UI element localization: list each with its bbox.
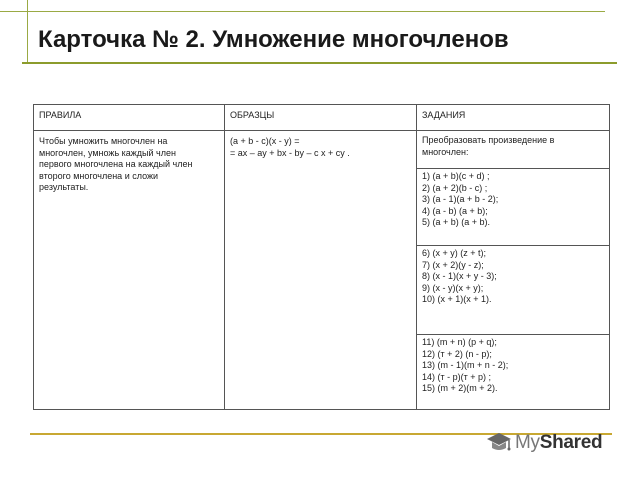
task-title-line: многочлен:	[422, 146, 469, 157]
title-underline	[22, 62, 617, 64]
myshared-logo[interactable]	[486, 430, 602, 456]
mortarboard-icon	[486, 431, 512, 455]
task-item: 2) (a + 2)(b - c) ;	[422, 182, 488, 193]
example-cell	[225, 131, 417, 410]
task-item: 13) (m - 1)(m + n - 2);	[422, 360, 509, 370]
logo-text	[515, 432, 602, 454]
top-decor-line	[0, 11, 605, 12]
page-title: Карточка № 2. Умножение многочленов	[38, 26, 509, 53]
task-item: 10) (x + 1)(x + 1).	[422, 294, 492, 304]
left-decor-line	[27, 0, 28, 62]
rule-line: первого многочлена на каждый член	[39, 159, 193, 169]
task-item: 9) (x - y)(x + y);	[422, 282, 484, 293]
task-item: 8) (x - 1)(x + y - 3);	[422, 271, 497, 281]
example-line: = ax – ay + bx - by – c x + cy .	[230, 147, 350, 158]
task-item: 3) (a - 1)(a + b - 2);	[422, 194, 499, 204]
example-line: (a + b - c)(x - y) =	[230, 136, 300, 146]
content-row-1	[34, 131, 610, 169]
logo-text-bold: Shared	[539, 432, 603, 453]
rule-line: многочлен, умножь каждый член	[39, 147, 176, 158]
header-tasks: ЗАДАНИЯ	[417, 105, 610, 131]
header-rules: ПРАВИЛА	[34, 105, 225, 131]
task-group-2	[417, 246, 610, 335]
card-table	[33, 104, 610, 410]
rule-line: второго многочлена и сложи	[39, 170, 159, 181]
task-group-3	[417, 335, 610, 410]
task-item: 14) (т - p)(т + p) ;	[422, 371, 492, 382]
rule-cell	[34, 131, 225, 410]
task-item: 15) (m + 2)(m + 2).	[422, 383, 498, 393]
header-examples: ОБРАЗЦЫ	[225, 105, 417, 131]
task-item: 1) (a + b)(c + d) ;	[422, 171, 490, 181]
logo-text-light: My	[515, 432, 540, 453]
task-item: 11) (m + n) (p + q);	[422, 337, 497, 347]
task-item: 12) (т + 2) (n - p);	[422, 348, 492, 359]
task-title-line: Преобразовать произведение в	[422, 135, 555, 145]
header-row	[34, 105, 610, 131]
task-group-1	[417, 169, 610, 246]
task-title-cell	[417, 131, 610, 169]
rule-line: результаты.	[39, 182, 89, 192]
task-item: 7) (x + 2)(y - z);	[422, 259, 484, 270]
task-item: 6) (x + y) (z + t);	[422, 248, 487, 258]
task-item: 4) (a - b) (a + b);	[422, 205, 488, 216]
task-item: 5) (a + b) (a + b).	[422, 217, 491, 227]
rule-line: Чтобы умножить многочлен на	[39, 136, 168, 146]
